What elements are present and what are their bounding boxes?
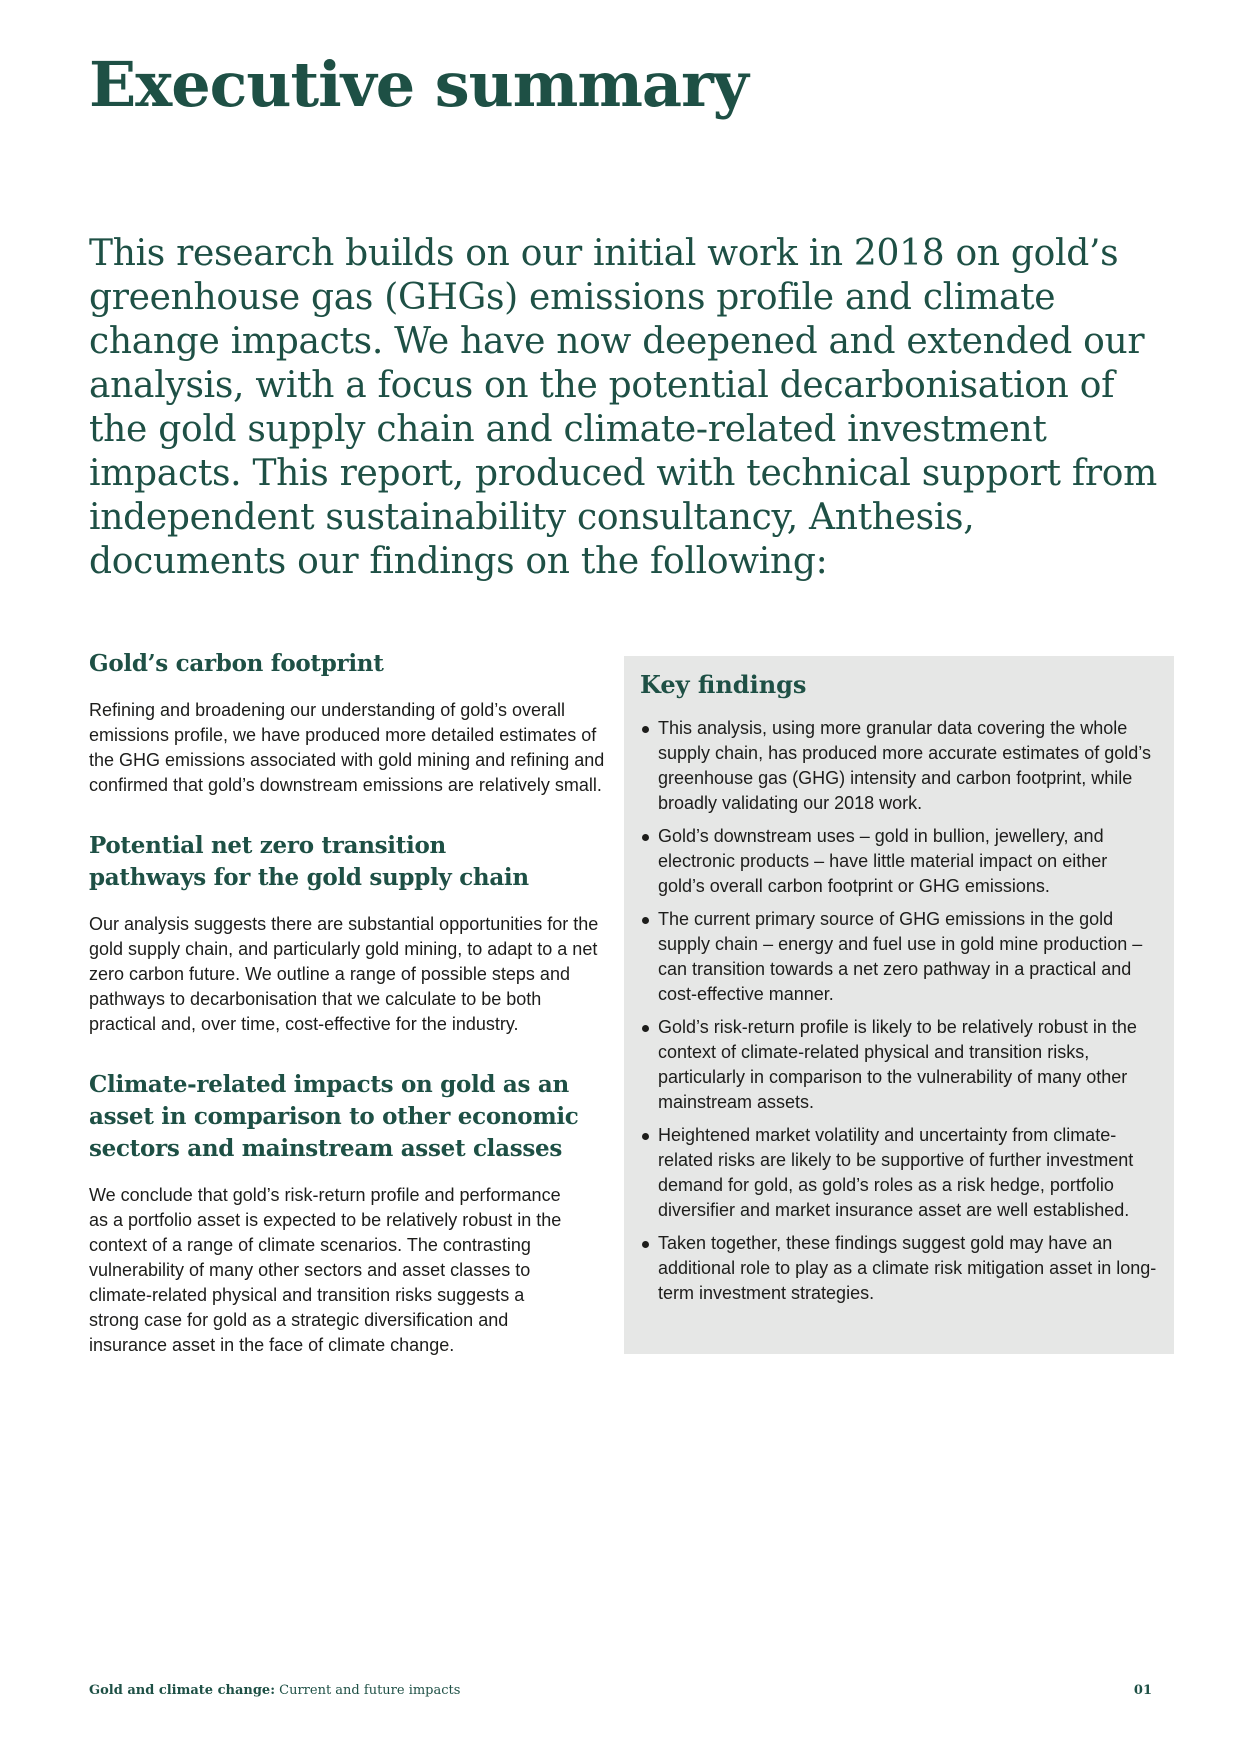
bullet-icon: [642, 726, 649, 733]
page-number: 01: [1133, 1683, 1152, 1698]
section-heading: Gold’s carbon footprint: [89, 650, 384, 677]
key-finding-item: [640, 1015, 1158, 1115]
intro-paragraph: This research builds on our initial work in 2018 on gold’s greenhouse gas (GHGs) emissions profile and climate change impacts. We have now deepened and extended our analysis, with a focus on the potential decarbonisation of the gold supply chain and climate-related investment impacts. This report, produced with technical support from independent sustainability consultancy, Anthesis, documents our findings on the following:: [89, 233, 1157, 582]
summary-sections: [89, 648, 609, 1390]
key-finding-text: This analysis, using more granular data covering the whole supply chain, has produced more accurate estimates of gold’s greenhouse gas (GHG) intensity and carbon footprint, while broadly validating our 2018 work.: [658, 718, 1151, 813]
key-findings-list: [640, 716, 1158, 1306]
bullet-icon: [642, 1025, 649, 1032]
footer-title-bold: Gold and climate change:: [89, 1683, 275, 1698]
footer-report-title: [89, 1683, 460, 1698]
section-body: Refining and broadening our understanding of gold’s overall emissions profile, we have produced more detailed estimates of the GHG emissions associated with gold mining and refining and confirmed that gold’s downstream emissions are relatively small.: [89, 700, 605, 795]
key-finding-text: Gold’s risk-return profile is likely to be relatively robust in the context of climate-related physical and transition risks, particularly in comparison to the vulnerability of many other mainstream assets.: [658, 1017, 1137, 1112]
key-finding-text: Gold’s downstream uses – gold in bullion, jewellery, and electronic products – have little material impact on either gold’s overall carbon footprint or GHG emissions.: [658, 826, 1108, 896]
section-net-zero-pathways: [89, 830, 609, 1037]
key-finding-item: [640, 907, 1158, 1007]
section-body: We conclude that gold’s risk-return profile and performance as a portfolio asset is expected to be relatively robust in the context of a range of climate scenarios. The contrasting vulnerability of many other sectors and asset classes to climate-related physical and transition risks suggests a strong case for gold as a strategic diversification and insurance asset in the face of climate change.: [89, 1185, 562, 1355]
bullet-icon: [642, 1133, 649, 1140]
section-heading: Climate-related impacts on gold as an asset in comparison to other economic sectors and mainstream asset classes: [89, 1071, 579, 1162]
key-findings-box: [624, 656, 1174, 1354]
key-findings-title: Key findings: [640, 670, 807, 699]
key-finding-item: [640, 1123, 1158, 1223]
section-climate-impacts: [89, 1069, 609, 1358]
bullet-icon: [642, 1241, 649, 1248]
bullet-icon: [642, 917, 649, 924]
key-finding-item: [640, 716, 1158, 816]
key-finding-text: The current primary source of GHG emissions in the gold supply chain – energy and fuel use in gold mine production – can transition towards a net zero pathway in a practical and cost-effective manner.: [658, 909, 1143, 1004]
section-body: Our analysis suggests there are substantial opportunities for the gold supply chain, and particularly gold mining, to adapt to a net zero carbon future. We outline a range of possible steps and pathways to decarbonisation that we calculate to be both practical and, over time, cost-effective for the industry.: [89, 914, 599, 1034]
key-finding-item: [640, 824, 1158, 899]
page-title: Executive summary: [89, 48, 748, 121]
key-finding-text: Heightened market volatility and uncertainty from climate-related risks are likely to be supportive of further investment demand for gold, as gold’s roles as a risk hedge, portfolio diversifier and market insurance asset are well established.: [658, 1125, 1134, 1220]
key-finding-item: [640, 1231, 1158, 1306]
bullet-icon: [642, 834, 649, 841]
key-finding-text: Taken together, these findings suggest gold may have an additional role to play as a climate risk mitigation asset in long-term investment strategies.: [658, 1233, 1157, 1303]
section-heading: Potential net zero transition pathways for the gold supply chain: [89, 832, 529, 891]
section-carbon-footprint: [89, 648, 609, 798]
footer-title-rest: Current and future impacts: [275, 1683, 461, 1698]
